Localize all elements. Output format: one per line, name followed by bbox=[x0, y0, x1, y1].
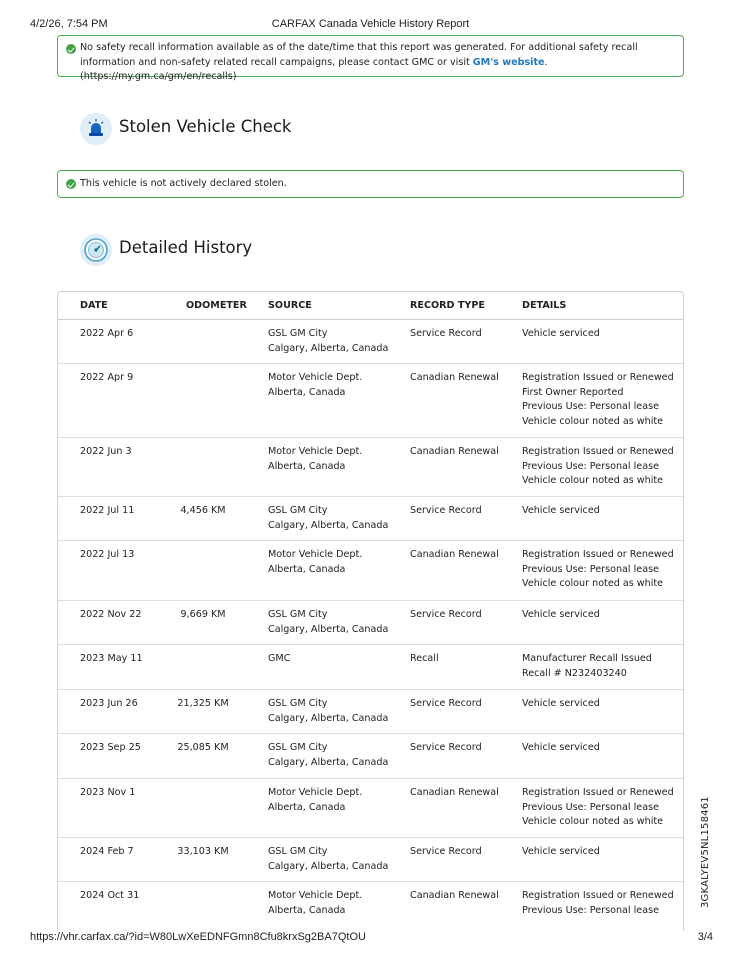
cell-source bbox=[268, 786, 362, 815]
cell-source bbox=[268, 548, 362, 577]
cell-details-line: Registration Issued or Renewed bbox=[522, 787, 674, 798]
table-row bbox=[58, 778, 683, 838]
cell-record-type bbox=[410, 608, 482, 623]
cell-source bbox=[268, 652, 290, 667]
recall-alert bbox=[57, 35, 684, 82]
cell-date-line: 2023 Sep 25 bbox=[80, 742, 141, 753]
cell-details-line: Manufacturer Recall Issued bbox=[522, 653, 652, 664]
cell-date-line: 2023 Jun 26 bbox=[80, 698, 138, 709]
cell-details-line: Vehicle serviced bbox=[522, 742, 600, 753]
print-header bbox=[30, 18, 711, 32]
cell-details-line: Recall # N232403240 bbox=[522, 667, 627, 679]
cell-details-line: Registration Issued or Renewed bbox=[522, 549, 674, 560]
cell-date-line: 2022 Apr 9 bbox=[80, 372, 134, 383]
cell-details-line: Vehicle colour noted as white bbox=[522, 816, 664, 827]
cell-details-line: Vehicle colour noted as white bbox=[522, 578, 664, 589]
column-header-source: SOURCE bbox=[268, 300, 312, 311]
cell-date bbox=[80, 445, 132, 460]
table-row bbox=[58, 363, 683, 438]
cell-date-line: 2022 Jul 13 bbox=[80, 549, 135, 560]
cell-source-line: Alberta, Canada bbox=[268, 904, 346, 916]
column-header-odometer: ODOMETER bbox=[186, 300, 247, 311]
cell-source bbox=[268, 445, 362, 474]
cell-source-line: GSL GM City bbox=[268, 328, 328, 339]
cell-record-type bbox=[410, 697, 482, 712]
cell-source bbox=[268, 741, 388, 770]
cell-odometer-line: 9,669 KM bbox=[180, 609, 226, 620]
cell-date-line: 2022 Nov 22 bbox=[80, 609, 142, 620]
column-header-date: DATE bbox=[80, 300, 108, 311]
cell-details-line: Previous Use: Personal lease bbox=[522, 801, 659, 813]
cell-date-line: 2024 Oct 31 bbox=[80, 890, 140, 901]
table-row bbox=[58, 644, 683, 690]
cell-record-type bbox=[410, 504, 482, 519]
cell-details-line: Vehicle serviced bbox=[522, 328, 600, 339]
cell-record-type bbox=[410, 371, 499, 386]
cell-source bbox=[268, 889, 362, 918]
cell-record-type-line: Canadian Renewal bbox=[410, 549, 499, 560]
cell-date bbox=[80, 889, 139, 904]
history-table bbox=[57, 291, 684, 931]
cell-date-line: 2022 Apr 6 bbox=[80, 328, 134, 339]
cell-record-type bbox=[410, 445, 499, 460]
cell-details-line: First Owner Reported bbox=[522, 386, 624, 398]
cell-date bbox=[80, 741, 141, 756]
cell-source-line: Motor Vehicle Dept. bbox=[268, 549, 363, 560]
history-title: Detailed History bbox=[119, 238, 253, 257]
table-row bbox=[58, 689, 683, 734]
table-row bbox=[58, 319, 683, 364]
cell-source-line: Calgary, Alberta, Canada bbox=[268, 623, 389, 635]
cell-source-line: GSL GM City bbox=[268, 846, 328, 857]
cell-details-line: Vehicle serviced bbox=[522, 698, 600, 709]
cell-date-line: 2022 Jun 3 bbox=[80, 446, 132, 457]
cell-record-type-line: Service Record bbox=[410, 742, 482, 753]
cell-date-line: 2024 Feb 7 bbox=[80, 846, 134, 857]
cell-source bbox=[268, 327, 388, 356]
cell-details bbox=[522, 608, 600, 623]
stolen-alert-text: This vehicle is not actively declared stolen. bbox=[80, 178, 287, 189]
cell-source-line: Calgary, Alberta, Canada bbox=[268, 342, 389, 354]
cell-source-line: Motor Vehicle Dept. bbox=[268, 787, 363, 798]
cell-odometer-line: 33,103 KM bbox=[177, 846, 229, 857]
cell-odometer bbox=[158, 697, 248, 712]
cell-details bbox=[522, 741, 600, 756]
table-row bbox=[58, 540, 683, 601]
print-datetime: 4/2/26, 7:54 PM bbox=[30, 18, 108, 30]
cell-details bbox=[522, 697, 600, 712]
cell-odometer-line: 25,085 KM bbox=[177, 742, 229, 753]
cell-source bbox=[268, 608, 388, 637]
cell-record-type bbox=[410, 889, 499, 904]
cell-record-type-line: Canadian Renewal bbox=[410, 890, 499, 901]
cell-details bbox=[522, 371, 674, 429]
column-header-details: DETAILS bbox=[522, 300, 567, 311]
cell-date bbox=[80, 608, 141, 623]
table-row bbox=[58, 837, 683, 882]
cell-details bbox=[522, 548, 674, 592]
cell-details bbox=[522, 445, 674, 489]
print-title: CARFAX Canada Vehicle History Report bbox=[271, 18, 470, 30]
cell-date bbox=[80, 845, 134, 860]
cell-record-type-line: Service Record bbox=[410, 328, 482, 339]
check-circle-icon bbox=[66, 44, 76, 54]
table-row bbox=[58, 881, 683, 932]
page-number: 3/4 bbox=[697, 931, 713, 943]
cell-date bbox=[80, 786, 135, 801]
cell-details-line: Vehicle serviced bbox=[522, 505, 600, 516]
cell-source-line: Alberta, Canada bbox=[268, 801, 346, 813]
cell-details-line: Vehicle serviced bbox=[522, 846, 600, 857]
cell-details-line: Previous Use: Personal lease bbox=[522, 460, 659, 472]
vin-vertical: 3GKALYEV5NL158461 bbox=[700, 796, 711, 908]
odometer-icon bbox=[80, 234, 112, 266]
recall-alert-text: No safety recall information available as of the date/time that this report was generated. For additional safety recall information and non-safety related recall campaigns, please contact GMC or visit GM's website. (https://my.gm.ca/gm/en/recalls) bbox=[80, 42, 638, 82]
cell-odometer bbox=[158, 608, 248, 623]
cell-date bbox=[80, 504, 134, 519]
cell-date bbox=[80, 327, 133, 342]
cell-record-type-line: Service Record bbox=[410, 698, 482, 709]
cell-source-line: GSL GM City bbox=[268, 698, 328, 709]
cell-source-line: Calgary, Alberta, Canada bbox=[268, 860, 389, 872]
cell-record-type-line: Canadian Renewal bbox=[410, 372, 499, 383]
cell-date-line: 2023 Nov 1 bbox=[80, 787, 136, 798]
stolen-alert bbox=[57, 170, 684, 198]
siren-icon bbox=[80, 113, 112, 145]
cell-details-line: Registration Issued or Renewed bbox=[522, 890, 674, 901]
cell-date-line: 2022 Jul 11 bbox=[80, 505, 135, 516]
cell-source-line: Calgary, Alberta, Canada bbox=[268, 712, 389, 724]
table-header bbox=[58, 292, 683, 320]
table-row bbox=[58, 600, 683, 645]
cell-details bbox=[522, 327, 600, 342]
cell-date-line: 2023 May 11 bbox=[80, 653, 143, 664]
cell-source-line: Alberta, Canada bbox=[268, 460, 346, 472]
cell-source-line: Motor Vehicle Dept. bbox=[268, 372, 363, 383]
cell-details-line: Previous Use: Personal lease bbox=[522, 401, 659, 412]
cell-source bbox=[268, 845, 388, 874]
gm-website-link[interactable]: GM's website bbox=[472, 56, 545, 68]
cell-source-line: Calgary, Alberta, Canada bbox=[268, 756, 389, 768]
cell-date bbox=[80, 697, 138, 712]
cell-details bbox=[522, 786, 674, 830]
cell-details-line: Previous Use: Personal lease bbox=[522, 563, 659, 575]
cell-record-type bbox=[410, 548, 499, 563]
cell-date bbox=[80, 548, 134, 563]
check-circle-icon bbox=[66, 179, 76, 189]
cell-record-type bbox=[410, 652, 439, 667]
cell-source-line: Alberta, Canada bbox=[268, 563, 346, 575]
cell-source bbox=[268, 697, 388, 726]
cell-details bbox=[522, 652, 652, 681]
stolen-title: Stolen Vehicle Check bbox=[119, 117, 292, 136]
cell-record-type bbox=[410, 741, 482, 756]
cell-odometer-line: 21,325 KM bbox=[177, 698, 229, 709]
cell-details-line: Registration Issued or Renewed bbox=[522, 372, 674, 383]
cell-record-type-line: Service Record bbox=[410, 505, 482, 516]
cell-date bbox=[80, 652, 143, 667]
cell-details-line: Vehicle colour noted as white bbox=[522, 475, 664, 486]
cell-record-type-line: Canadian Renewal bbox=[410, 446, 499, 457]
cell-details bbox=[522, 845, 600, 860]
cell-details-line: Previous Use: Personal lease bbox=[522, 904, 659, 916]
cell-odometer-line: 4,456 KM bbox=[180, 505, 226, 516]
cell-record-type-line: Canadian Renewal bbox=[410, 787, 499, 798]
cell-odometer bbox=[158, 741, 248, 756]
cell-record-type bbox=[410, 327, 482, 342]
cell-odometer bbox=[158, 504, 248, 519]
table-row bbox=[58, 733, 683, 779]
cell-source-line: GSL GM City bbox=[268, 742, 328, 753]
cell-details bbox=[522, 889, 674, 918]
cell-details-line: Vehicle colour noted as white bbox=[522, 415, 664, 427]
cell-source bbox=[268, 504, 388, 533]
table-row bbox=[58, 496, 683, 541]
cell-details-line: Vehicle serviced bbox=[522, 609, 600, 620]
cell-odometer bbox=[158, 845, 248, 860]
page-url: https://vhr.carfax.ca/?id=W80LwXeEDNFGmn8Cfu8krxSg2BA7QtOU bbox=[30, 931, 366, 943]
column-header-record-type: RECORD TYPE bbox=[410, 300, 485, 311]
cell-record-type bbox=[410, 845, 482, 860]
cell-source-line: GSL GM City bbox=[268, 505, 328, 516]
cell-source-line: Alberta, Canada bbox=[268, 386, 346, 398]
cell-source-line: Calgary, Alberta, Canada bbox=[268, 519, 389, 531]
cell-record-type bbox=[410, 786, 499, 801]
cell-record-type-line: Service Record bbox=[410, 846, 482, 857]
cell-source-line: Motor Vehicle Dept. bbox=[268, 890, 363, 901]
cell-source bbox=[268, 371, 362, 400]
cell-source-line: GMC bbox=[268, 653, 291, 664]
cell-source-line: Motor Vehicle Dept. bbox=[268, 446, 363, 457]
cell-record-type-line: Recall bbox=[410, 653, 439, 664]
table-row bbox=[58, 437, 683, 497]
cell-date bbox=[80, 371, 133, 386]
cell-record-type-line: Service Record bbox=[410, 609, 482, 620]
cell-details bbox=[522, 504, 600, 519]
cell-source-line: GSL GM City bbox=[268, 609, 328, 620]
cell-details-line: Registration Issued or Renewed bbox=[522, 446, 674, 457]
